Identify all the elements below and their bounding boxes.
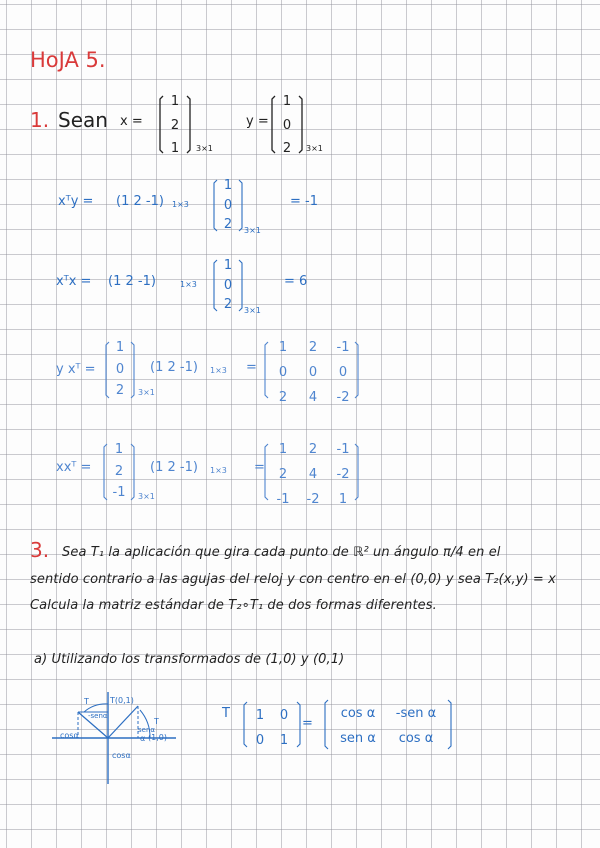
bracket: [239, 260, 242, 311]
matrix-cell: 4: [308, 467, 318, 482]
bracket: [325, 700, 328, 749]
y-label: y =: [246, 114, 269, 129]
bracket: [131, 444, 134, 500]
problem-3-line-3: Calcula la matriz estándar de T₂∘T₁ de dos formas diferentes.: [30, 598, 437, 613]
yxt-lhs: y xᵀ =: [56, 362, 96, 377]
x-dim: 3×1: [196, 144, 213, 153]
problem-3-number: 3.: [30, 538, 50, 562]
label-t01: T(0,1): [110, 696, 134, 705]
matrix-cell: 0: [278, 365, 288, 380]
bracket: [214, 180, 217, 231]
matrix-cell: -2: [336, 467, 350, 482]
label-p10: (1,0): [148, 733, 167, 742]
xxt-equals: =: [254, 460, 265, 475]
bracket: [355, 342, 358, 398]
xtx-result: = 6: [284, 274, 308, 289]
xxt-col-entry: 1: [114, 442, 124, 457]
bracket: [187, 96, 190, 153]
matrix-cell: sen α: [340, 731, 376, 746]
xtx-col-entry: 2: [223, 297, 233, 312]
matrix-cell: 2: [308, 442, 318, 457]
bracket: [448, 700, 451, 749]
matrix-cell: -2: [306, 492, 320, 507]
x-vector-entry: 1: [170, 94, 180, 109]
matrix-cell: 1: [255, 708, 265, 723]
problem-3-line-2: sentido contrario a las agujas del reloj y con centro en el (0,0) y sea T₂(x,y) = x: [30, 572, 556, 587]
xxt-row: (1 2 -1): [150, 460, 198, 475]
matrix-cell: 0: [279, 708, 289, 723]
label-sen: senα: [138, 726, 156, 734]
xty-row: (1 2 -1): [116, 194, 164, 209]
y-vector-entry: 1: [282, 94, 292, 109]
bracket: [104, 444, 107, 500]
matrix-cell: 2: [278, 390, 288, 405]
label-t: T: [154, 717, 159, 726]
xxt-row-dim: 1×3: [210, 466, 227, 475]
bracket: [272, 96, 275, 153]
xtx-col-entry: 0: [223, 277, 233, 293]
label-cos: cosα: [112, 751, 131, 760]
xxt-col-entry: -1: [112, 485, 126, 500]
matrix-cell: 2: [278, 467, 288, 482]
xtx-col-entry: 1: [223, 258, 233, 273]
matrix-cell: 0: [338, 365, 348, 380]
x-vector-entry: 2: [170, 117, 180, 133]
bracket: [299, 96, 302, 153]
yxt-col-entry: 1: [115, 340, 125, 355]
matrix-cell: 0: [308, 365, 318, 380]
rotation-equals: =: [302, 716, 313, 731]
y-vector-entry: 0: [282, 117, 292, 133]
xtx-row-dim: 1×3: [180, 280, 197, 289]
xty-lhs: xᵀy =: [58, 194, 94, 209]
bracket: [160, 96, 163, 153]
xtx-row: (1 2 -1): [108, 274, 156, 289]
matrix-cell: -sen α: [395, 706, 437, 721]
yxt-equals: =: [246, 360, 257, 375]
matrix-cell: -1: [276, 492, 290, 507]
xty-row-dim: 1×3: [172, 200, 189, 209]
problem-1-intro: Sean: [58, 108, 108, 132]
yxt-row: (1 2 -1): [150, 360, 198, 375]
matrix-cell: -2: [336, 390, 350, 405]
matrix-cell: -1: [336, 340, 350, 355]
matrix-cell: 1: [338, 492, 348, 507]
rotation-lhs: T: [222, 706, 230, 721]
label-alpha: α: [140, 734, 146, 743]
yxt-col-entry: 2: [115, 383, 125, 398]
xty-result: = -1: [290, 194, 318, 209]
x-label: x =: [120, 114, 143, 129]
bracket: [297, 702, 300, 747]
xxt-col-dim: 3×1: [138, 492, 155, 501]
label-cos-neg: cosα: [60, 731, 79, 740]
matrix-cell: 2: [308, 340, 318, 355]
y-dim: 3×1: [306, 144, 323, 153]
xtx-lhs: xᵀx =: [56, 274, 92, 289]
yxt-col-entry: 0: [115, 361, 125, 377]
page-title: HoJA 5.: [30, 48, 106, 72]
xty-col-entry: 0: [223, 197, 233, 213]
y-vector-entry: 2: [282, 141, 292, 156]
label-t: T: [84, 697, 89, 706]
x-vector-entry: 1: [170, 141, 180, 156]
xty-col-entry: 1: [223, 178, 233, 193]
xtx-col-dim: 3×1: [244, 306, 261, 315]
bracket: [106, 342, 109, 398]
yxt-col-dim: 3×1: [138, 388, 155, 397]
xty-col-entry: 2: [223, 217, 233, 232]
bracket: [244, 702, 247, 747]
matrix-cell: cos α: [398, 731, 434, 746]
matrix-cell: 0: [255, 733, 265, 748]
matrix-cell: cos α: [340, 706, 376, 721]
matrix-cell: 1: [278, 340, 288, 355]
matrix-cell: 1: [279, 733, 289, 748]
problem-3-line-1: Sea T₁ la aplicación que gira cada punto de ℝ² un ángulo π/4 en el: [62, 545, 501, 560]
label-neg-sen: -senα: [88, 712, 108, 720]
problem-1-number: 1.: [30, 108, 50, 132]
matrix-cell: 4: [308, 390, 318, 405]
xxt-lhs: xxᵀ =: [56, 460, 92, 475]
matrix-cell: 1: [278, 442, 288, 457]
matrix-cell: -1: [336, 442, 350, 457]
bracket: [239, 180, 242, 231]
yxt-row-dim: 1×3: [210, 366, 227, 375]
bracket: [131, 342, 134, 398]
bracket: [355, 444, 358, 500]
bracket: [265, 444, 268, 500]
bracket: [214, 260, 217, 311]
part-a-label: a) Utilizando los transformados de (1,0) y (0,1): [34, 652, 345, 667]
bracket: [265, 342, 268, 398]
xxt-col-entry: 2: [114, 463, 124, 479]
xty-col-dim: 3×1: [244, 226, 261, 235]
